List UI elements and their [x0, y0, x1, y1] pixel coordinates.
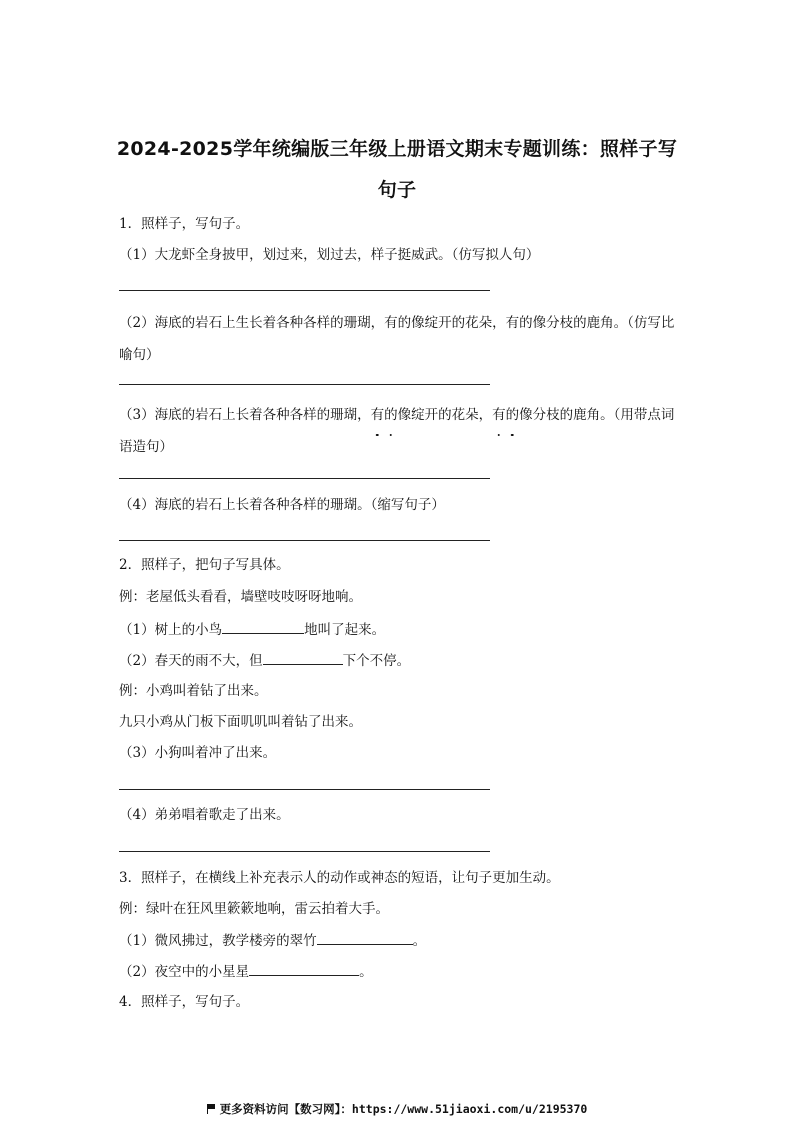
fill-blank[interactable]: [317, 930, 413, 945]
question-1-sub-1: （1）大龙虾全身披甲，划过来，划过去，样子挺威武。（仿写拟人句）: [119, 247, 540, 263]
fill-blank[interactable]: [222, 619, 304, 634]
question-1-stem: 1．照样子，写句子。: [119, 216, 250, 232]
footer-link[interactable]: 更多资料访问【数习网】：https://www.51jiaoxi.com/u/2195370: [0, 1101, 794, 1117]
question-2-stem: 2．照样子，把句子写具体。: [119, 557, 290, 573]
question-1-sub-2: （2）海底的岩石上生长着各种各样的珊瑚，有的像绽开的花朵，有的像分枝的鹿角。（仿写比喻句）: [119, 315, 675, 363]
question-2-sub-2: （2）春天的雨不大，但 下个不停。: [119, 650, 679, 671]
answer-line[interactable]: [119, 851, 490, 852]
dotted-word: 有的: [371, 407, 398, 423]
answer-line[interactable]: [119, 789, 490, 790]
title-line-1: 2024-2025学年统编版三年级上册语文期末专题训练：照样子写: [116, 138, 678, 160]
example-text: 例：绿叶在狂风里簌簌地响，雷云拍着大手。: [119, 901, 389, 917]
question-3-sub-2: （2）夜空中的小星星 。: [119, 961, 679, 982]
question-2-sub-1: （1）树上的小鸟 地叫了起来。: [119, 619, 679, 640]
dotted-word: 有的: [492, 407, 519, 423]
fill-blank[interactable]: [249, 961, 359, 976]
flag-icon: [207, 1104, 216, 1114]
question-4-stem: 4．照样子，写句子。: [119, 994, 250, 1010]
question-3-stem: 3．照样子，在横线上补充表示人的动作或神态的短语，让句子更加生动。: [119, 870, 560, 886]
question-3-sub-1: （1）微风拂过，教学楼旁的翠竹 。: [119, 930, 679, 951]
example-text: 例：小鸡叫着钻了出来。: [119, 683, 268, 699]
example-text: 九只小鸡从门板下面叽叽叫着钻了出来。: [119, 714, 362, 730]
question-2-sub-3: （3）小狗叫着冲了出来。: [119, 745, 277, 761]
answer-line[interactable]: [119, 540, 490, 541]
question-1-sub-4: （4）海底的岩石上长着各种各样的珊瑚。（缩写句子）: [119, 497, 445, 513]
answer-line[interactable]: [119, 384, 490, 385]
question-2-sub-4: （4）弟弟唱着歌走了出来。: [119, 807, 290, 823]
title-line-2: 句子: [377, 179, 417, 201]
answer-line[interactable]: [119, 478, 490, 479]
answer-line[interactable]: [119, 290, 490, 291]
fill-blank[interactable]: [263, 650, 343, 665]
question-1-sub-3: （3）海底的岩石上长着各种各样的珊瑚，有的像绽开的花朵，有的像分枝的鹿角。（用带点词语造句）: [119, 399, 679, 463]
example-text: 例：老屋低头看看，墙壁吱吱呀呀地响。: [119, 589, 362, 605]
